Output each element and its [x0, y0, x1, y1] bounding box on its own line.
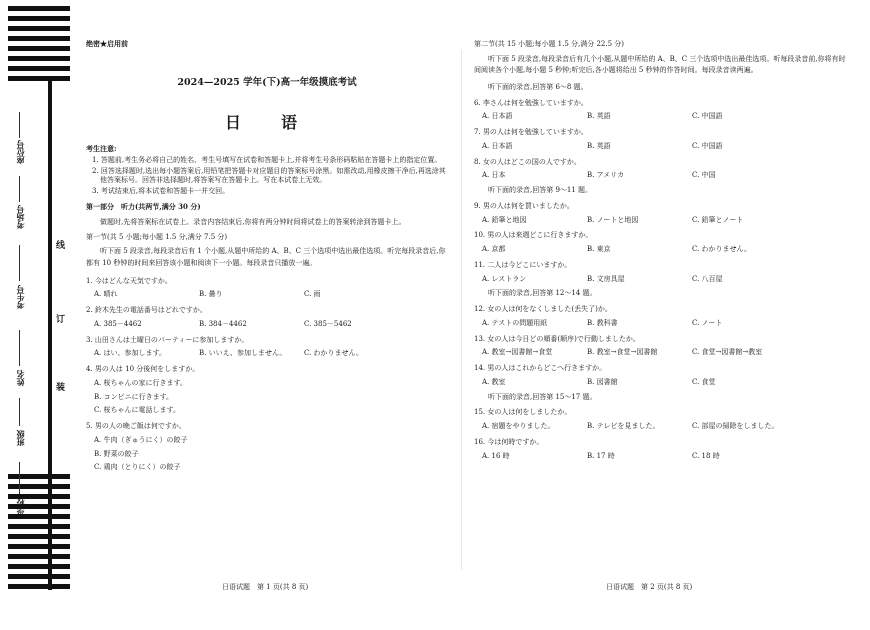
answer-option: A. レストラン [482, 274, 527, 283]
question-text: 13. 女の人は今日どの順番(顺序)で行動しましたか。 [474, 334, 640, 343]
question-text: 5. 男の人の晩ご飯は何ですか。 [86, 422, 186, 431]
answer-option: B. 教科書 [587, 318, 618, 327]
answer-option: A. 教室 [482, 377, 506, 386]
answer-option: C. わかりません。 [692, 245, 751, 254]
answer-option: C. 385－5462 [304, 319, 352, 328]
answer-option: C. 食堂→図書館→教室 [692, 348, 763, 357]
answer-options [474, 216, 846, 225]
question-text: 14. 男の人はこれからどこへ行きますか。 [474, 364, 607, 373]
binding-blank [19, 462, 20, 494]
binding-blank [19, 245, 20, 281]
subject-title: 日 语 [224, 112, 309, 132]
answer-option: C. 中国語 [692, 112, 723, 121]
question-list-left [86, 277, 448, 473]
answer-option: C. 桜ちゃんに電話します。 [94, 406, 180, 415]
section-hint: 听下面的录音,回答第 12～14 题。 [488, 289, 597, 298]
answer-options [474, 275, 846, 284]
binding-blank [19, 112, 20, 138]
question-text: 12. 女の人は何をなくしました(丢失了)か。 [474, 305, 612, 314]
cut-word-order: 订 [56, 315, 66, 325]
binding-blank [19, 176, 20, 202]
exam-title: 2024—2025 学年(下)高一年级摸底考试 [177, 76, 357, 88]
answer-options [86, 349, 448, 358]
binding-label-name: 姓名 [15, 370, 25, 386]
question-text: 2. 鈴木先生の電話番号はどれですか。 [86, 306, 207, 315]
section2-heading: 第二节(共 15 小题;每小题 1.5 分,满分 22.5 分) [474, 40, 625, 48]
answer-option: B. ノートと地図 [587, 215, 639, 224]
answer-option: A. 教室→図書館→食堂 [482, 348, 553, 357]
section1-heading: 第一节(共 5 小题;每小题 1.5 分,满分 7.5 分) [86, 232, 228, 241]
binding-label-room: 考场号 [15, 205, 25, 229]
answer-option: C. 中国 [692, 171, 716, 180]
answer-options [474, 348, 846, 357]
answer-option: B. いいえ、参加しません。 [199, 349, 287, 358]
cut-word-line: 线 [56, 241, 66, 251]
answer-option: C. 18 時 [692, 451, 720, 460]
answer-option: A. 日本語 [482, 112, 513, 121]
cut-word-bind: 装 [56, 383, 66, 393]
answer-options [474, 319, 846, 328]
answer-options [474, 171, 846, 180]
question-text: 16. 今は何時ですか。 [474, 437, 544, 446]
secret-label: 绝密★启用前 [86, 39, 128, 48]
footer-page-1: 日语试题 第 1 页(共 8 页) [222, 583, 309, 591]
answer-option: B. 17 時 [587, 451, 615, 460]
notice-heading: 考生注意: [86, 143, 117, 153]
answer-option: C. 鉛筆とノート [692, 215, 744, 224]
answer-option: C. 食堂 [692, 377, 716, 386]
question-text: 3. 山田さんは土曜日のパーティーに参加しますか。 [86, 335, 249, 344]
notice-item: 1. 答题前,考生务必将自己的姓名、考生号填写在试卷和答题卡上,并将考生号条形码粘贴在答题卡上的指定位置。 [92, 156, 442, 165]
answer-option: A. 晴れ [94, 290, 118, 299]
question-list-right [474, 83, 846, 461]
answer-option: A. はい、参加します。 [94, 349, 166, 358]
section1-intro: 听下面 5 段录音,每段录音后有 1 个小题,从题中所给的 A、B、C 三个选项中选出最佳选项。听完每段录音后,你都有 10 秒钟的时间来回答该小题和阅读下一小题。每段录音只播放一遍。 [86, 247, 446, 267]
answer-option: A. 牛肉（ぎゅうにく）の餃子 [94, 435, 188, 444]
binding-label-seat: 座位号 [15, 140, 25, 164]
binding-blank [19, 330, 20, 366]
answer-options [86, 290, 448, 299]
left-page [86, 40, 448, 477]
answer-option: B. アメリカ [587, 171, 625, 180]
answer-option: C. わかりません。 [304, 349, 363, 358]
answer-option: B. 384－4462 [199, 319, 247, 328]
answer-option: C. 中国語 [692, 141, 723, 150]
question-text: 10. 男の人は来週どこに行きますか。 [474, 231, 593, 240]
binding-label-examinee-no: 考生号 [15, 285, 25, 309]
question-text: 8. 女の人はどこの国の人ですか。 [474, 157, 581, 166]
right-page [474, 40, 846, 464]
answer-options [474, 378, 846, 387]
answer-option: A. 日本 [482, 171, 506, 180]
answer-option: A. 宿題をやりました。 [482, 422, 555, 431]
answer-option: B. 英語 [587, 112, 611, 121]
answer-options [474, 142, 846, 151]
binding-stripes-top [8, 6, 70, 86]
answer-option: A. 日本語 [482, 141, 513, 150]
part-heading: 第一部分 听力(共两节,满分 30 分) [86, 202, 201, 212]
section2-intro: 听下面 5 段录音,每段录音后有几个小题,从题中所给的 A、B、C 三个选项中选出最佳选项。听每段录音前,你将有时间阅读各个小题,每小题 5 秒钟;听完后,各小题将给出 5 秒钟的作答时间。每段录音读两遍。 [474, 54, 846, 75]
answer-option: A. 鉛筆と地図 [482, 215, 527, 224]
answer-options [86, 320, 448, 329]
question-text: 9. 男の人は何を買いましたか。 [474, 201, 574, 210]
section-hint: 听下面的录音,回答第 9～11 题。 [488, 186, 593, 195]
section-hint: 听下面的录音,回答第 6～8 题。 [488, 82, 588, 91]
notice-item: 3. 考试结束后,将本试卷和答题卡一并交回。 [92, 186, 230, 195]
answer-option: B. コンビニに行きます。 [94, 392, 174, 401]
binding-blank [19, 398, 20, 426]
answer-option: B. 東京 [587, 245, 611, 254]
question-text: 1. 今はどんな天気ですか。 [86, 276, 172, 285]
answer-options [474, 112, 846, 121]
footer-page-2: 日语试题 第 2 页(共 8 页) [606, 583, 693, 591]
answer-option: A. 16 時 [482, 451, 510, 460]
notice-item: 2. 回答选择题时,选出每小题答案后,用铅笔把答题卡对应题目的答案标号涂黑。如需改动,用橡皮擦干净后,再选涂其他答案标号。回答非选择题时,将答案写在答题卡上。写在本试卷上无效。 [92, 167, 446, 184]
answer-option: C. 八百屋 [692, 274, 723, 283]
answer-options [474, 452, 846, 461]
answer-option: A. 京都 [482, 245, 506, 254]
page-divider [461, 50, 462, 570]
answer-option: B. テレビを見ました。 [587, 422, 660, 431]
answer-option: A. 385－4462 [94, 319, 142, 328]
binding-stripes-bottom [8, 474, 70, 594]
answer-option: B. 曇り [199, 290, 223, 299]
part-intro: 做题时,先将答案标在试卷上。录音内容结束后,你将有两分钟时间将试卷上的答案转涂到答题卡上。 [100, 218, 406, 227]
answer-option: B. 文房具屋 [587, 274, 625, 283]
question-text: 6. 李さんは何を勉強していますか。 [474, 98, 588, 107]
question-text: 7. 男の人は何を勉強していますか。 [474, 128, 588, 137]
answer-option: C. ノート [692, 318, 723, 327]
answer-option: A. 桜ちゃんの家に行きます。 [94, 378, 187, 387]
answer-option: B. 英語 [587, 141, 611, 150]
binding-label-school: 学校 [15, 498, 25, 514]
question-text: 11. 二人は今どこにいますか。 [474, 260, 572, 269]
question-text: 15. 女の人は何をしましたか。 [474, 408, 572, 417]
binding-label-class: 班级 [15, 430, 25, 446]
answer-option: B. 図書館 [587, 377, 618, 386]
answer-options [474, 422, 846, 431]
answer-option: B. 教室→食堂→図書館 [587, 348, 658, 357]
question-text: 4. 男の人は 10 分後何をしますか。 [86, 365, 200, 374]
notice-block [86, 145, 448, 196]
answer-options [474, 245, 846, 254]
answer-option: C. 部屋の掃除をしました。 [692, 422, 779, 431]
answer-option: C. 雨 [304, 290, 321, 299]
answer-option: B. 野菜の餃子 [94, 449, 139, 458]
answer-option: A. テストの問題用紙 [482, 318, 548, 327]
answer-option: C. 鶏肉（とりにく）の餃子 [94, 463, 181, 472]
section-hint: 听下面的录音,回答第 15～17 题。 [488, 392, 597, 401]
